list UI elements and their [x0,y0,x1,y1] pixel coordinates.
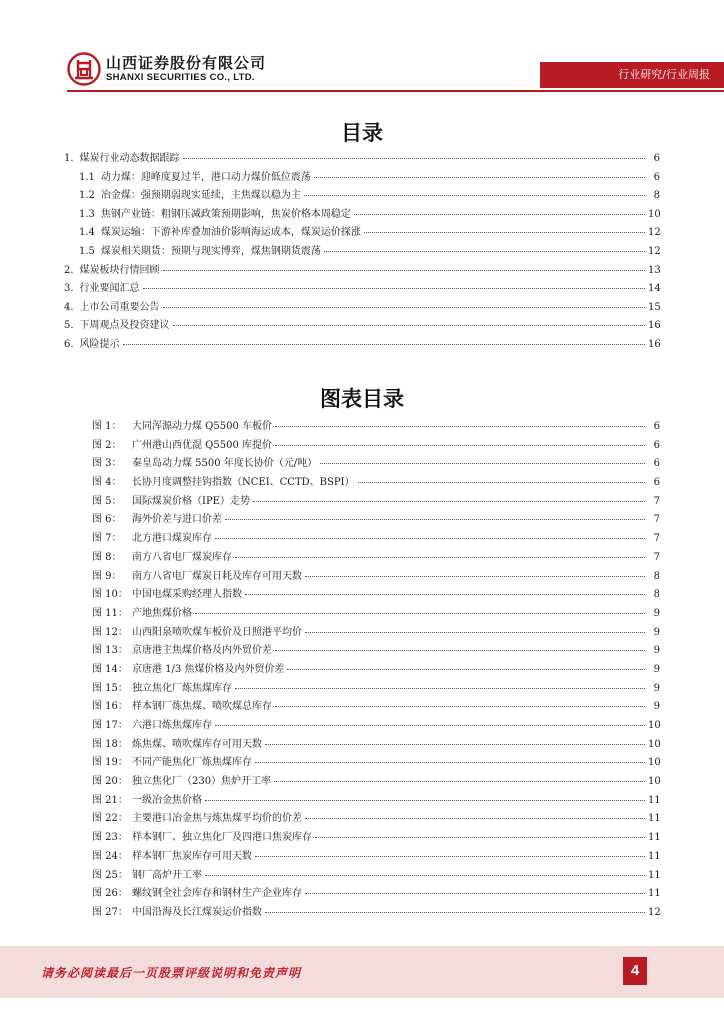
figure-entry[interactable] [92,773,660,792]
dot-leader [215,724,645,726]
toc-entry[interactable] [64,299,660,318]
entry-number: 图 4： [92,477,122,489]
figure-entry[interactable] [92,568,660,587]
toc-entry[interactable] [64,150,660,169]
entry-number: 3. [64,283,74,295]
entry-page: 6 [653,171,660,183]
entry-title: 秦皇岛动力煤 5500 年度长协价（元/吨） [132,458,318,470]
entry-page: 7 [653,551,660,563]
entry-number: 图 23： [92,832,128,844]
disclaimer-notice: 请务必阅读最后一页股票评级说明和免责声明 [41,966,302,980]
entry-number: 6. [64,338,74,350]
entry-number: 图 27： [92,906,128,918]
entry-number: 图 6： [92,514,122,526]
dot-leader [358,481,645,483]
entry-page: 6 [653,458,660,470]
entry-title: 样本钢厂焦炭库存可用天数 [132,850,252,862]
entry-title: 长协月度调整挂钩指数（NCEI、CCTD、BSPI） [132,477,355,489]
entry-page: 6 [653,477,660,489]
entry-page: 9 [653,607,660,619]
entry-number: 图 3： [92,458,122,470]
entry-page: 11 [648,869,661,881]
entry-number: 1.4 [79,227,95,239]
entry-page: 9 [653,645,660,657]
entry-number: 4. [64,301,74,313]
entry-title: 一级冶金焦价格 [132,794,202,806]
entry-page: 12 [648,245,661,257]
dot-leader [235,556,645,558]
dot-leader [287,668,645,670]
entry-title: 动力煤：迎峰度夏过半，港口动力煤价低位震荡 [100,171,311,183]
entry-title: 京唐港主焦煤价格及内外贸价差 [132,645,272,657]
figure-entry[interactable] [92,586,660,605]
entry-page: 10 [648,208,661,220]
entry-title: 煤炭运输：下游补库叠加油价影响海运成本，煤炭运价探涨 [100,227,361,239]
entry-page: 10 [648,757,661,769]
dot-leader [314,176,645,178]
figure-list-title: 图表目录 [320,387,404,411]
toc-title: 目录 [341,121,383,145]
entry-title: 产地焦煤价格 [132,607,192,619]
entry-number: 图 26： [92,888,128,900]
entry-page: 11 [648,832,661,844]
figure-entry[interactable] [92,698,660,717]
entry-page: 11 [648,888,661,900]
entry-page: 6 [653,153,660,164]
dot-leader [364,231,645,233]
toc-entry[interactable] [64,336,660,355]
figure-entry[interactable] [92,624,660,643]
toc-entry[interactable] [64,224,660,243]
entry-page: 11 [648,850,661,862]
entry-title: 煤炭板块行情回顾 [79,264,160,276]
entry-page: 12 [648,906,661,918]
dot-leader [195,612,645,614]
dot-leader [305,631,645,633]
toc-entry[interactable] [64,169,660,188]
toc-entry[interactable] [64,187,660,206]
dot-leader [255,761,645,763]
entry-page: 10 [648,776,661,788]
entry-title: 不同产能焦化厂炼焦煤库存 [132,757,252,769]
entry-title: 炼焦煤、喷吹煤库存可用天数 [132,738,262,750]
entry-page: 9 [653,682,660,694]
dot-leader [163,306,645,308]
toc-entry[interactable] [64,206,660,225]
figure-entry[interactable] [92,511,660,530]
entry-number: 1.1 [79,171,95,183]
figure-entry[interactable] [92,792,660,811]
entry-title: 山西阳泉喷吹煤车板价及日照港平均价 [132,626,302,638]
figure-entry[interactable] [92,642,660,661]
dot-leader [253,500,645,502]
entry-title: 北方港口煤炭库存 [132,533,212,545]
dot-leader [265,743,645,745]
entry-number: 图 25： [92,869,128,881]
entry-number: 图 9： [92,570,122,582]
entry-page: 6 [653,439,660,451]
company-name-cn: 山西证券股份有限公司 [106,54,267,72]
entry-page: 8 [653,190,660,202]
dot-leader [305,575,645,577]
entry-title: 样本钢厂炼焦煤、喷吹煤总库存 [132,701,272,713]
figure-entry[interactable] [92,810,660,829]
entry-page: 11 [648,794,661,806]
entry-page: 14 [648,283,661,295]
entry-page: 9 [653,663,660,675]
entry-page: 8 [653,589,660,601]
entry-number: 1.5 [79,245,95,257]
entry-number: 图 13： [92,645,128,657]
figure-entry[interactable] [92,867,660,886]
entry-number: 1. [64,153,74,164]
toc-entry[interactable] [64,262,660,281]
entry-number: 图 8： [92,551,122,563]
dot-leader [255,855,645,857]
figure-entry[interactable] [92,474,660,493]
toc-entry[interactable] [64,243,660,262]
entry-number: 图 15： [92,682,128,694]
entry-page: 8 [653,570,660,582]
dot-leader [163,269,645,271]
entry-title: 南方八省电厂煤炭日耗及库存可用天数 [132,570,302,582]
toc-entry[interactable] [64,317,660,336]
entry-page: 9 [653,626,660,638]
entry-number: 图 17： [92,720,128,731]
dot-leader [274,780,645,782]
entry-number: 图 21： [92,794,128,806]
entry-title: 京唐港 1/3 焦煤价格及内外贸价差 [132,663,285,675]
figure-entry[interactable] [92,754,660,773]
figure-entry[interactable] [92,829,660,848]
dot-leader [275,705,645,707]
page-number: 4 [623,957,647,985]
company-name-en: SHANXI SECURITIES CO., LTD. [106,72,255,83]
entry-number: 图 11： [92,607,128,619]
entry-title: 风险提示 [79,338,120,350]
dot-leader [320,462,645,464]
entry-number: 图 18： [92,738,128,750]
entry-title: 钢厂高炉开工率 [132,869,202,881]
entry-number: 2. [64,264,74,276]
entry-number: 图 12： [92,626,128,638]
figure-entry[interactable] [92,848,660,867]
figure-entry[interactable] [92,493,660,512]
dot-leader [245,593,645,595]
figure-entry[interactable] [92,605,660,624]
dot-leader [305,892,645,894]
dot-leader [173,324,645,326]
dot-leader [265,911,645,913]
entry-page: 10 [648,738,661,750]
entry-page: 15 [648,301,661,313]
figure-entry[interactable] [92,717,660,736]
dot-leader [123,343,645,345]
figure-entry[interactable] [92,530,660,549]
entry-page: 9 [653,701,660,713]
dot-leader [304,194,645,196]
dot-leader [225,518,645,520]
figure-entry[interactable] [92,418,660,437]
entry-title: 煤炭相关期货：预期与现实博弈，煤焦钢期货震荡 [100,245,321,257]
entry-number: 图 7： [92,533,122,545]
report-type-tag: 行业研究/行业周报 [540,62,724,88]
entry-page: 12 [648,227,661,239]
dot-leader [205,874,645,876]
figure-entry[interactable] [92,661,660,680]
dot-leader [315,836,645,838]
figure-entry[interactable] [92,549,660,568]
entry-number: 图 24： [92,850,128,862]
entry-page: 6 [653,421,660,432]
entry-title: 六港口炼焦煤库存 [132,720,212,731]
figure-entry[interactable] [92,904,660,923]
entry-title: 中国沿海及长江煤炭运价指数 [132,906,262,918]
entry-title: 焦钢产业链：粗钢压减政策预期影响，焦炭价格本周稳定 [100,208,351,220]
entry-number: 图 16： [92,701,128,713]
entry-page: 16 [648,338,661,350]
entry-number: 1.3 [79,208,95,220]
dot-leader [235,687,645,689]
entry-page: 11 [648,813,661,825]
entry-page: 16 [648,320,661,332]
entry-title: 南方八省电厂煤炭库存 [132,551,232,563]
entry-number: 图 19： [92,757,128,769]
entry-page: 7 [653,495,660,507]
dot-leader [215,537,645,539]
entry-title: 样本钢厂、独立焦化厂及四港口焦炭库存 [132,832,312,844]
entry-title: 中国电煤采购经理人指数 [132,589,242,601]
entry-title: 冶金煤：强预期弱现实延续，主焦煤以稳为主 [100,190,301,202]
entry-page: 7 [653,514,660,526]
dot-leader [275,649,645,651]
figure-entry[interactable] [92,455,660,474]
toc-list [64,150,660,355]
entry-number: 5. [64,320,74,332]
entry-number: 1.2 [79,190,95,202]
dot-leader [354,213,645,215]
entry-title: 行业要闻汇总 [79,283,140,295]
dot-leader [205,799,645,801]
entry-title: 海外价差与进口价差 [132,514,222,526]
entry-number: 图 10： [92,589,128,601]
entry-title: 上市公司重要公告 [79,301,160,313]
entry-page: 13 [648,264,661,276]
entry-title: 大同浑源动力煤 Q5500 车板价 [132,421,273,432]
entry-title: 主要港口冶金焦与炼焦煤平均价的价差 [132,813,302,825]
figure-list [92,418,660,923]
dot-leader [143,287,645,289]
entry-title: 煤炭行业动态数据跟踪 [79,153,180,164]
page-header [0,0,724,100]
entry-title: 螺纹钢全社会库存和钢材生产企业库存 [132,888,302,900]
dot-leader [324,250,645,252]
dot-leader [275,425,645,427]
header-divider [67,90,724,92]
entry-title: 独立焦化厂（230）焦炉开工率 [132,776,272,788]
entry-number: 图 22： [92,813,128,825]
figure-entry[interactable] [92,680,660,699]
entry-title: 独立焦化厂炼焦煤库存 [132,682,232,694]
entry-number: 图 5： [92,495,122,507]
entry-number: 图 2： [92,439,122,451]
dot-leader [275,444,645,446]
toc-entry[interactable] [64,280,660,299]
dot-leader [305,817,645,819]
figure-entry[interactable] [92,736,660,755]
dot-leader [183,157,645,159]
entry-number: 图 14： [92,663,128,675]
entry-number: 图 20： [92,776,128,788]
entry-title: 国际煤炭价格（IPE）走势 [132,495,250,507]
entry-number: 图 1： [92,421,122,432]
shanxi-securities-logo-icon [67,52,101,86]
figure-entry[interactable] [92,885,660,904]
entry-page: 10 [648,720,661,731]
entry-title: 广州港山西优混 Q5500 库提价 [132,439,273,451]
entry-title: 下周观点及投资建议 [79,320,170,332]
entry-page: 7 [653,533,660,545]
figure-entry[interactable] [92,437,660,456]
